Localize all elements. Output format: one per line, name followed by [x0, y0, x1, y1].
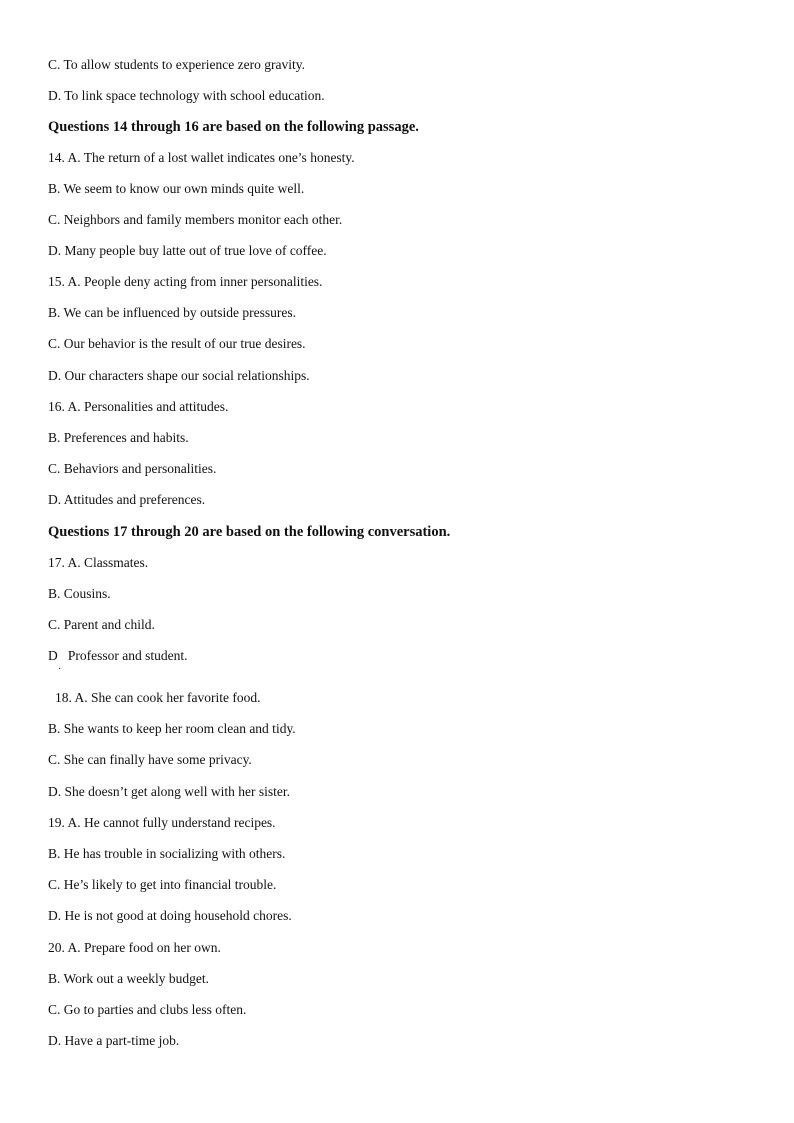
option-16b: B. Preferences and habits.: [48, 430, 189, 445]
option-13d: D. To link space technology with school education.: [48, 88, 325, 103]
option-15a: 15. A. People deny acting from inner personalities.: [48, 274, 323, 289]
option-16a: 16. A. Personalities and attitudes.: [48, 399, 229, 414]
option-16d: D. Attitudes and preferences.: [48, 492, 206, 507]
option-18c: C. She can finally have some privacy.: [48, 752, 252, 767]
option-15d: D. Our characters shape our social relationships.: [48, 368, 310, 383]
section-heading-14-16: Questions 14 through 16 are based on the following passage.: [48, 119, 419, 135]
option-14d: D. Many people buy latte out of true love of coffee.: [48, 243, 327, 258]
option-20a: 20. A. Prepare food on her own.: [48, 940, 221, 955]
section-heading-17-20: Questions 17 through 20 are based on the following conversation.: [48, 524, 451, 540]
option-15b: B. We can be influenced by outside pressures.: [48, 305, 296, 320]
option-13c: C. To allow students to experience zero gravity.: [48, 57, 305, 72]
option-19b: B. He has trouble in socializing with others.: [48, 846, 286, 861]
option-15c: C. Our behavior is the result of our true desires.: [48, 336, 306, 351]
option-17a: 17. A. Classmates.: [48, 555, 149, 570]
option-19c: C. He’s likely to get into financial trouble.: [48, 877, 277, 892]
option-16c: C. Behaviors and personalities.: [48, 461, 217, 476]
option-19d: D. He is not good at doing household chores.: [48, 908, 292, 923]
option-18d: D. She doesn’t get along well with her sister.: [48, 784, 290, 799]
option-20d: D. Have a part-time job.: [48, 1033, 180, 1048]
option-19a: 19. A. He cannot fully understand recipes.: [48, 815, 276, 830]
option-17d: D Professor and student.: [48, 648, 188, 663]
stray-mark: ·: [58, 664, 62, 675]
option-18a: 18. A. She can cook her favorite food.: [55, 690, 261, 705]
option-14b: B. We seem to know our own minds quite well.: [48, 181, 305, 196]
option-18b: B. She wants to keep her room clean and tidy.: [48, 721, 296, 736]
option-17b: B. Cousins.: [48, 586, 111, 601]
option-14a: 14. A. The return of a lost wallet indicates one’s honesty.: [48, 150, 355, 165]
option-20c: C. Go to parties and clubs less often.: [48, 1002, 247, 1017]
option-17c: C. Parent and child.: [48, 617, 155, 632]
option-14c: C. Neighbors and family members monitor each other.: [48, 212, 343, 227]
option-20b: B. Work out a weekly budget.: [48, 971, 210, 986]
